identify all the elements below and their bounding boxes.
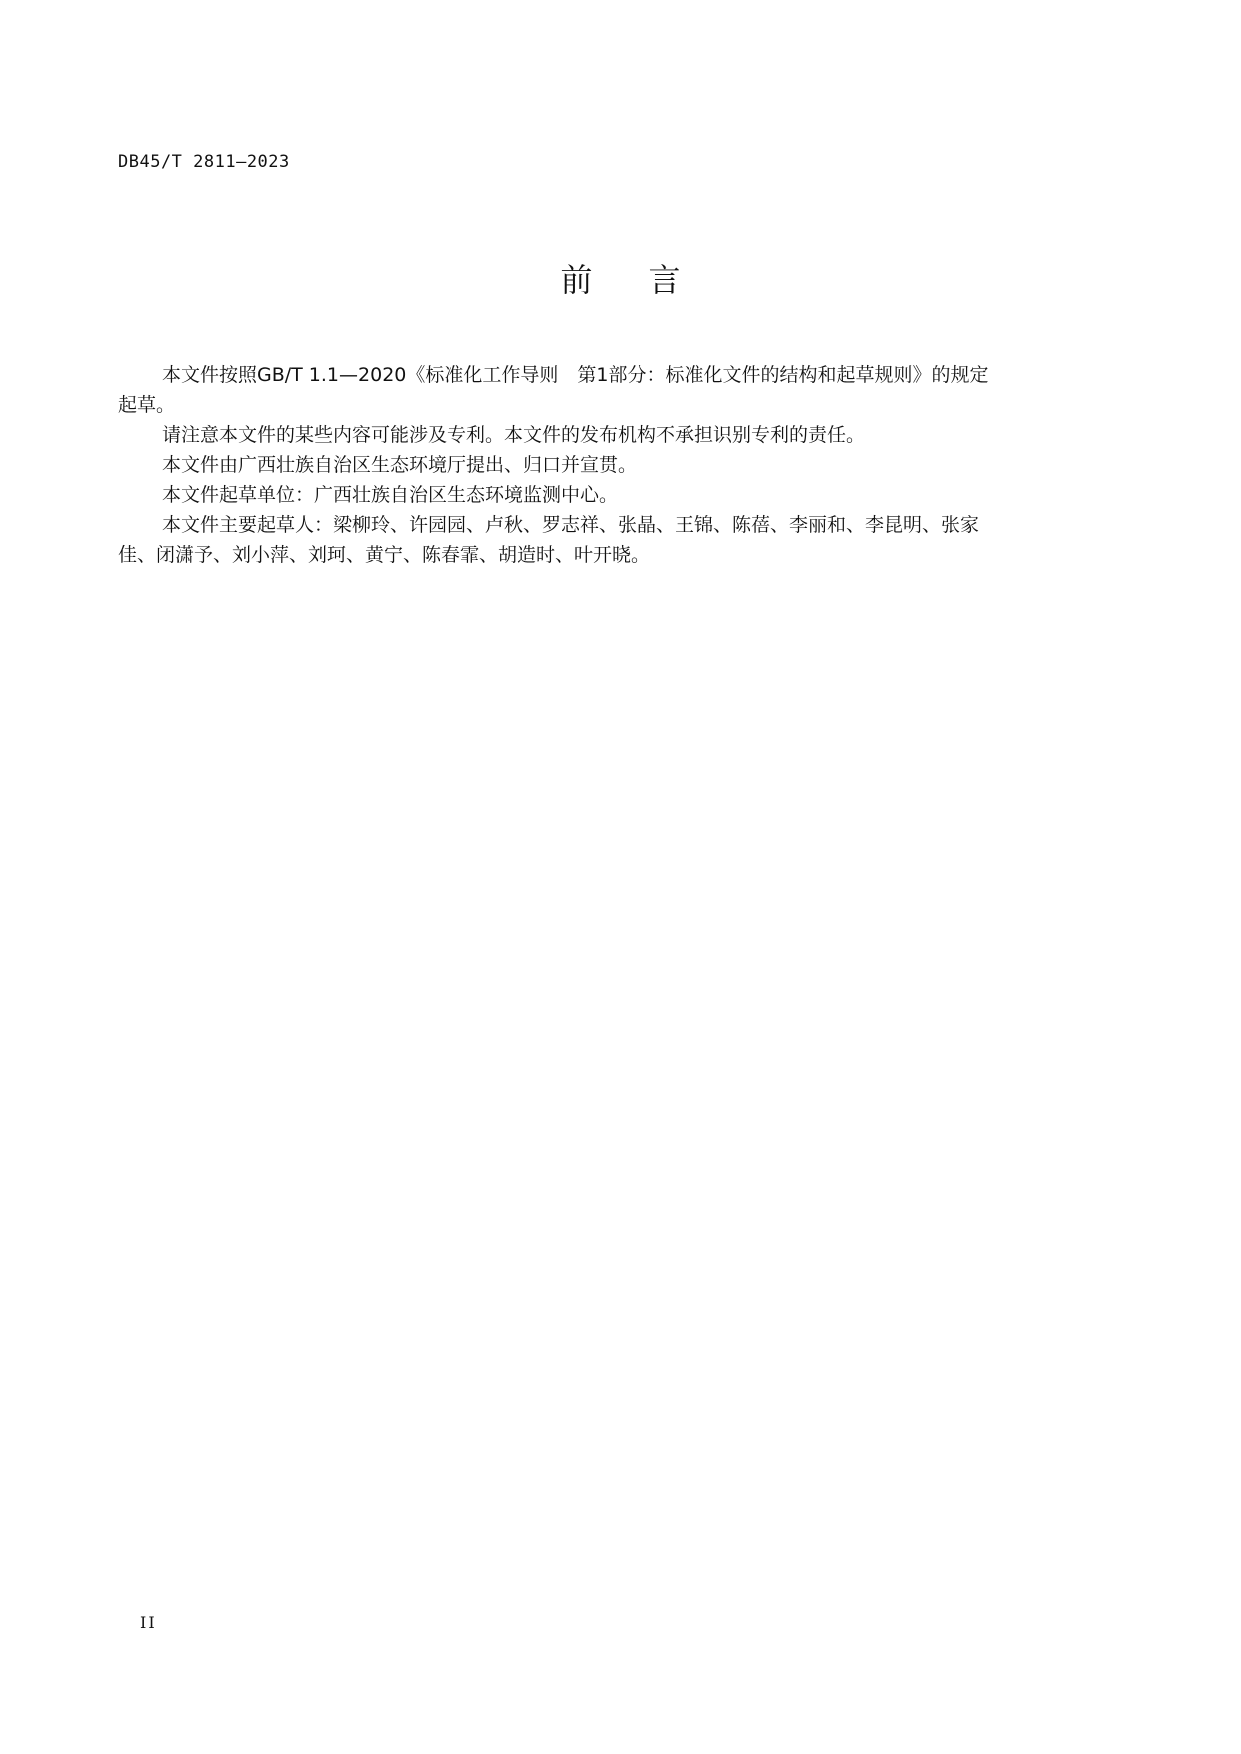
paragraph-line: 佳、闭潇予、刘小萍、刘珂、黄宁、陈春霏、胡造时、叶开晓。: [118, 544, 651, 566]
paragraph-line: 起草。: [118, 394, 176, 416]
paragraph-drafting-unit: [118, 480, 1094, 510]
page-title: 前言: [560, 261, 737, 299]
paragraph-line: 本文件由广西壮族自治区生态环境厅提出、归口并宣贯。: [162, 454, 638, 476]
preface-body: [118, 360, 1094, 570]
paragraph-line: 本文件按照GB/T 1.1—2020《标准化工作导则 第1部分：标准化文件的结构和起草规则》的规定: [162, 364, 989, 386]
paragraph-patent-notice: [118, 420, 1094, 450]
paragraph-line: 本文件主要起草人：梁柳玲、许园园、卢秋、罗志祥、张晶、王锦、陈蓓、李丽和、李昆明、张家: [162, 514, 980, 536]
paragraph-line: 本文件起草单位：广西壮族自治区生态环境监测中心。: [162, 484, 619, 506]
paragraph-proposer: [118, 450, 1094, 480]
paragraph-drafting-basis: [118, 360, 1094, 420]
page-number: II: [140, 1613, 157, 1632]
paragraph-drafters: [118, 510, 1094, 570]
paragraph-line: 请注意本文件的某些内容可能涉及专利。本文件的发布机构不承担识别专利的责任。: [162, 424, 866, 446]
document-code: DB45/T 2811—2023: [118, 152, 290, 172]
